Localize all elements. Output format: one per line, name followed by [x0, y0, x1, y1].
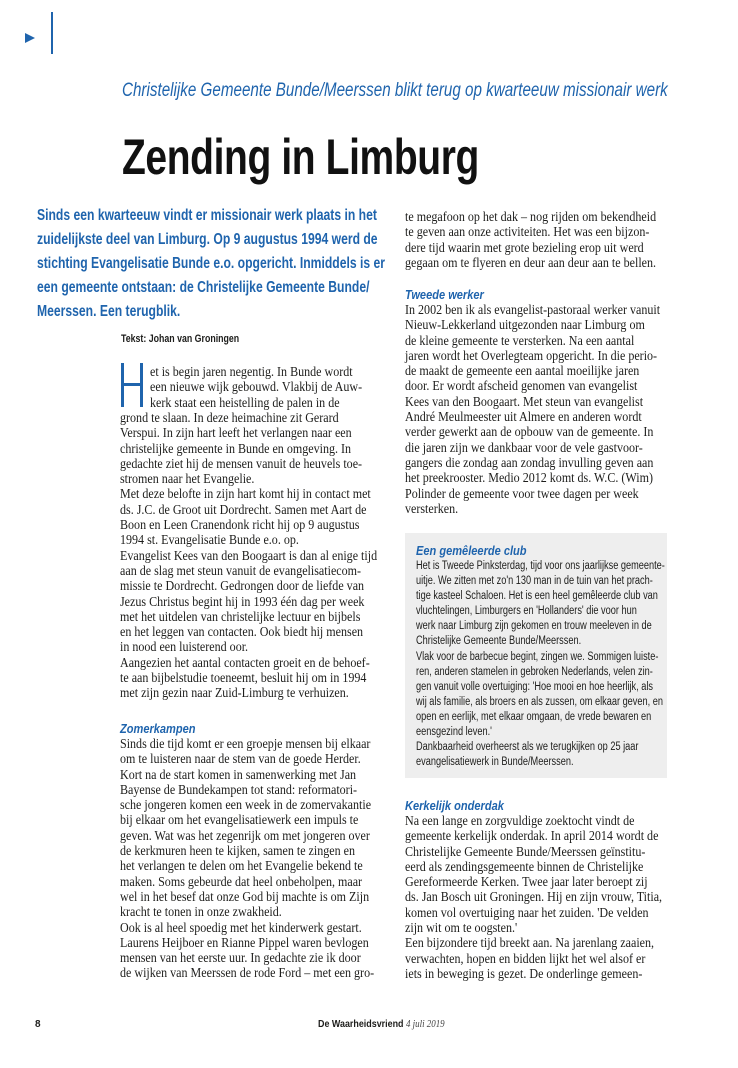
text-line: maken. Soms gebeurde dat heel onbeholpen, maar	[120, 874, 363, 890]
text-line: Laurens Heijboer en Rianne Pippel waren bevlogen	[120, 935, 369, 951]
text-line: evangelisatiewerk in Bunde/Meerssen.	[416, 756, 574, 769]
text-line: grond te slaan. In deze heimachine zit Gerard	[120, 411, 339, 426]
text-line: 1994 st. Evangelisatie Bunde e.o. op.	[120, 533, 299, 549]
text-line: verwachten, hopen en bidden lijkt het wel alsof er	[405, 951, 646, 967]
dropcap-paragraph	[150, 365, 397, 411]
text-line: ds. Jan Bosch uit Groningen. Hij en zijn vrouw, Titia,	[405, 890, 663, 906]
text-line: zuidelijkste deel van Limburg. Op 9 augustus 1994 werd de	[37, 231, 378, 248]
text-line: en het leggen van contacten. Ook biedt hij mensen	[120, 625, 364, 641]
text-line: met zijn gezin naar Zuid-Limburg te verhuizen.	[120, 686, 349, 702]
sidebar-box-heading: Een gemêleerde club	[416, 543, 527, 558]
kerkelijk-onderdak-body	[405, 814, 704, 982]
text-line: de kleine gemeente te versterken. Na een aantal	[405, 333, 635, 349]
text-line: te aan bijbelstudie toeneemt, besluit hij om in 1994	[120, 671, 367, 687]
article-kicker: Christelijke Gemeente Bunde/Meerssen blikt terug op kwarteeuw missionair werk	[122, 80, 668, 101]
text-line: Bayense de Bundekampen tot stand: reformatori-	[120, 782, 358, 798]
text-line: eerd als zendingsgemeente binnen de Christelijke	[405, 859, 644, 875]
text-line: gangers die zondag aan zondag invulling geven aan	[405, 455, 654, 471]
zomerkampen-body	[120, 737, 415, 982]
text-line: jaren wordt het Overlegteam opgericht. In die perio-	[405, 348, 658, 364]
text-line: aan de slag met steun vanuit de evangelisatiecom-	[120, 563, 362, 579]
text-line: een nieuwe wijk gebouwd. Vlakbij de Auw-	[150, 380, 363, 396]
text-line: geven. Wat was het zegenrijk om met jongeren over	[120, 828, 370, 844]
text-line: mensen van het eerste uur. In gedachte zie ik door	[120, 951, 361, 967]
text-line: wel in het besef dat onze God bij machte is om Zijn	[120, 889, 370, 905]
text-line: verder gewerkt aan de opbouw van de gemeente. In	[405, 425, 654, 441]
text-line: Kees van den Boogaart. Met steun van evangelist	[405, 394, 644, 410]
sidebar-box-body	[416, 559, 727, 770]
text-line: Aangezien het aantal contacten groeit en de behoef-	[120, 655, 370, 671]
text-line: Polinder de gemeente voor twee dagen per week	[405, 486, 639, 502]
text-line: gegaan om te flyeren en deur aan deur aan te bellen.	[405, 255, 657, 271]
text-line: vluchtelingen, Limburgers en 'Hollanders' die voor hun	[416, 605, 637, 618]
text-line: tige kasteel Schaloen. Het is een heel gemêleerde club van	[416, 590, 658, 603]
text-line: iets in beweging is gezet. De onderlinge gemeen-	[405, 966, 643, 982]
text-line: een gemeente ontstaan: de Christelijke Gemeente Bunde/	[37, 279, 370, 296]
text-line: eensgezind leven.'	[416, 726, 492, 739]
text-line: gen vanuit volle overtuiging: 'Hoe mooi en hoe heerlijk, als	[416, 680, 654, 693]
text-line: missie te Dordrecht. Gedrongen door de liefde van	[120, 579, 365, 595]
text-line: bij elkaar om het evangelisatiewerk een impuls te	[120, 813, 359, 829]
text-line: wij als familie, als broers en als zussen, om elkaar geven, en	[416, 695, 663, 708]
text-line: die jaren zijn we dankbaar voor de vele gastvoor-	[405, 440, 643, 456]
text-line: ds. J.C. de Groot uit Dordrecht. Samen met Aart de	[120, 502, 367, 518]
text-line: Boon en Leen Cranendonk richt hij op 9 augustus	[120, 518, 360, 534]
text-line: Kort na de start komen in samenwerking met Jan	[120, 767, 357, 783]
text-line: gedachte ziet hij de mensen vanuit de heuvels toe-	[120, 456, 363, 472]
text-line: In 2002 ben ik als evangelist-pastoraal werker vanuit	[405, 303, 661, 318]
text-line: Gereformeerde Kerken. Twee jaar later beroept zij	[405, 875, 648, 891]
text-line: gemeente kerkelijk onderdak. In april 2014 wordt de	[405, 829, 659, 845]
publication-name: De Waarheidsvriend	[318, 1018, 404, 1030]
text-line: André Meulmeester uit Almere en anderen wordt	[405, 410, 642, 426]
section-marker-triangle-icon	[25, 33, 35, 43]
text-line: Sinds die tijd komt er een groepje mensen bij elkaar	[120, 737, 371, 752]
text-line: Jezus Christus begint hij in 1993 één dag per week	[120, 594, 365, 610]
text-line: Vlak voor de barbecue begint, zingen we. Sommigen luiste-	[416, 650, 659, 663]
text-line: Ook is al heel spoedig met het kinderwerk gestart.	[120, 920, 362, 936]
text-line: Na een lange en zorgvuldige zoektocht vindt de	[405, 814, 635, 829]
publication-date: 4 juli 2019	[405, 1019, 445, 1030]
byline: Tekst: Johan van Groningen	[121, 333, 240, 345]
text-line: kerk staat een heistelling de palen in de	[150, 395, 340, 411]
text-line: Dankbaarheid overheerst als we terugkijken op 25 jaar	[416, 741, 639, 754]
text-line: sche jongeren komen een week in de zomervakantie	[120, 798, 372, 814]
subheading-tweede-werker: Tweede werker	[405, 287, 484, 302]
text-line: Nieuw-Lekkerland uitgezonden naar Limburg om	[405, 318, 645, 334]
text-line: kracht te tonen in onze zwakheid.	[120, 905, 282, 921]
text-line: komen vol overtuiging naar het zuiden. 'De velden	[405, 905, 649, 921]
subheading-zomerkampen: Zomerkampen	[120, 721, 196, 736]
text-line: christelijke gemeente in Bunde en omgeving. In	[120, 441, 352, 457]
article-title: Zending in Limburg	[122, 129, 479, 185]
text-line: te megafoon op het dak – nog rijden om bekendheid	[405, 210, 657, 225]
text-line: zijn wit om te oogsten.'	[405, 921, 518, 937]
text-line: Christelijke Gemeente Bunde/Meerssen.	[416, 635, 582, 648]
right-column-continuation	[405, 210, 697, 271]
text-line: dere tijd waarin met grote bezieling erop uit werd	[405, 240, 644, 256]
tweede-werker-body	[405, 303, 702, 517]
text-line: Sinds een kwarteeuw vindt er missionair werk plaats in het	[37, 207, 377, 224]
text-line: het preekrooster. Medio 2012 komt ds. W.C. (Wim)	[405, 471, 653, 487]
text-line: open en eerlijk, met elkaar omgaan, de vrede bewaren en	[416, 710, 652, 723]
text-line: in nood een luisterend oor.	[120, 640, 249, 656]
text-line: Evangelist Kees van den Boogaart is dan al enige tijd	[120, 548, 378, 564]
text-line: met het uitdelen van christelijke lectuur en bijbels	[120, 609, 361, 625]
text-line: werk naar Limburg zijn gekomen en trouw meeleven in de	[416, 620, 652, 633]
text-line: de kerkmuren heen te kijken, samen te zingen en	[120, 844, 356, 860]
text-line: om te luisteren naar de stem van de goede Herder.	[120, 752, 361, 768]
text-line: Een bijzondere tijd breekt aan. Na jarenlang zaaien,	[405, 936, 655, 952]
text-line: Meerssen. Een terugblik.	[37, 303, 181, 320]
text-line: Met deze belofte in zijn hart komt hij in contact met	[120, 487, 371, 503]
dropcap-letter-h	[121, 363, 143, 407]
text-line: door. Er wordt afscheid genomen van evangelist	[405, 379, 638, 395]
text-line: de wijken van Meerssen de rode Ford – met een gro-	[120, 966, 375, 982]
text-line: uitje. We zitten met zo'n 130 man in de tuin van het prach-	[416, 575, 653, 588]
text-line: Christelijke Gemeente Bunde/Meerssen geïnstitu-	[405, 844, 646, 860]
footer-publication	[318, 1018, 445, 1030]
section-marker-divider	[51, 12, 53, 54]
text-line: stromen naar het Evangelie.	[120, 472, 255, 488]
text-line: ren, anderen stamelen in gebroken Nederlands, velen zin-	[416, 665, 653, 678]
subheading-kerkelijk-onderdak: Kerkelijk onderdak	[405, 798, 504, 813]
text-line: te geven aan onze activiteiten. Het was een bijzon-	[405, 225, 650, 241]
text-line: Het is Tweede Pinksterdag, tijd voor ons jaarlijkse gemeente-	[416, 560, 665, 572]
left-column-body	[120, 411, 419, 702]
text-line: het verlangen te delen om het Evangelie bekend te	[120, 859, 363, 875]
text-line: et is begin jaren negentig. In Bunde wordt	[150, 365, 353, 380]
text-line: stichting Evangelisatie Bunde e.o. opgericht. Inmiddels is er	[37, 255, 385, 272]
page-number: 8	[35, 1019, 41, 1030]
text-line: versterken.	[405, 501, 459, 517]
text-line: Verspui. In zijn hart leeft het verlangen naar een	[120, 426, 352, 442]
text-line: de maakt de gemeente een aantal moeilijke jaren	[405, 364, 640, 380]
